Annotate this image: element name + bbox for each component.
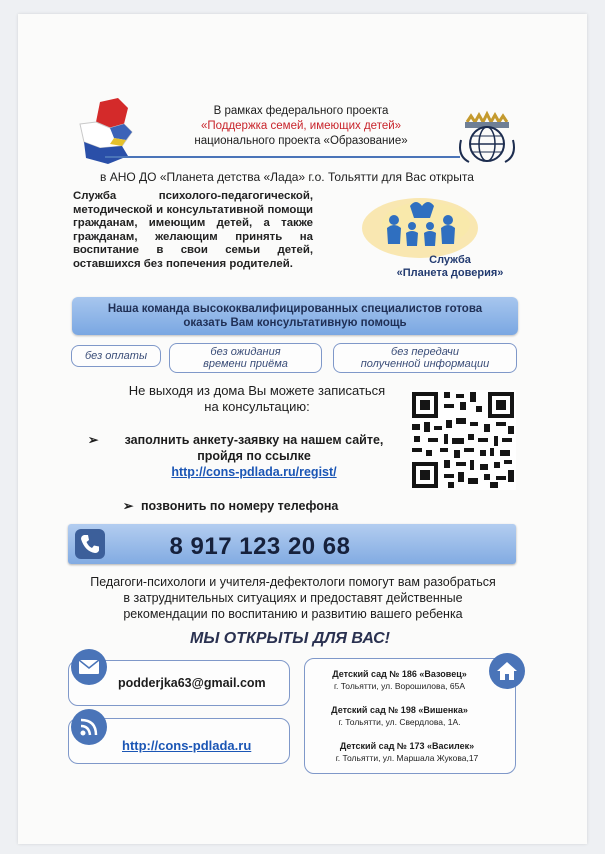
registration-link[interactable]: http://cons-pdlada.ru/regist/ [171, 465, 337, 479]
header-line-3: национального проекта «Образование» [194, 135, 408, 147]
planeta-doveriya-logo-icon [360, 196, 490, 260]
kindergarten-item [312, 668, 487, 692]
phone-number[interactable]: 8 917 123 20 68 [169, 533, 351, 560]
feature-confidential-line-2: полученной информации [360, 358, 490, 370]
phone-icon [74, 528, 106, 560]
description-line-1: Педагоги-психологи и учителя-дефектологи помогут вам разобраться [90, 575, 496, 589]
bullet-arrow-icon: ➢ [88, 433, 99, 447]
header-text [170, 104, 432, 149]
banner-line-2: оказать Вам консультативную помощь [183, 317, 407, 329]
remote-line-2: на консультацию: [204, 399, 310, 414]
remote-registration-text [112, 383, 402, 415]
header-project-name: «Поддержка семей, имеющих детей» [200, 120, 402, 132]
feature-no-waiting [169, 343, 322, 373]
description-line-2: в затруднительных ситуациях и предоставят действенные [123, 591, 463, 605]
feature-free-label: без оплаты [84, 350, 148, 362]
feature-no-waiting-line-1: без ожидания [210, 346, 281, 358]
website-link[interactable]: http://cons-pdlada.ru [122, 738, 252, 753]
email-address[interactable]: podderjka63@gmail.com [118, 676, 266, 690]
kindergarten-address: г. Тольятти, ул. Свердлова, 1А. [338, 717, 461, 727]
planeta-title-line-1: Служба [429, 254, 471, 266]
header-line-1: В рамках федерального проекта [213, 105, 389, 117]
kindergarten-name: Детский сад № 173 «Василек» [339, 741, 475, 751]
kindergarten-item [312, 704, 487, 728]
kindergarten-address: г. Тольятти, ул. Маршала Жукова,17 [335, 753, 479, 763]
header-divider [105, 156, 460, 158]
feature-free [71, 345, 161, 367]
kindergarten-address: г. Тольятти, ул. Ворошилова, 65А [333, 681, 466, 691]
email-icon [70, 648, 108, 686]
description-line-3: рекомендации по воспитанию и развитию вашего ребенка [123, 607, 463, 621]
option-phone-text: позвонить по номеру телефона [141, 499, 339, 513]
qr-code[interactable] [410, 390, 516, 490]
remote-line-1: Не выходя из дома Вы можете записаться [128, 383, 386, 398]
organization-line: в АНО ДО «Планета детства «Лада» г.о. Тольятти для Вас открыта [100, 170, 474, 184]
option-website-line-2: пройдя по ссылке [197, 449, 311, 463]
kindergarten-name: Детский сад № 198 «Вишенка» [331, 705, 468, 715]
team-banner [72, 297, 518, 335]
feature-no-waiting-line-2: времени приёма [203, 358, 288, 370]
banner-line-1: Наша команда высококвалифицированных специалистов готова [107, 303, 483, 315]
home-icon [488, 652, 526, 690]
specialists-description [60, 574, 526, 622]
kindergarten-item [312, 740, 502, 764]
feature-confidential [333, 343, 517, 373]
option-website-line-1: заполнить анкету-заявку на нашем сайте, [124, 433, 384, 447]
globe-emblem-icon [457, 110, 517, 168]
rss-icon [70, 708, 108, 746]
bullet-arrow-icon: ➢ [123, 499, 134, 513]
service-description: Служба психолого-педагогической, методической и консультативной помощи гражданам, имеющим детей, а также гражданам, желающим принять на воспитание в свои семьи детей, оставшихся без попечения родителей. [73, 190, 313, 270]
option-website [106, 432, 402, 480]
feature-confidential-line-1: без передачи [391, 346, 459, 358]
kindergarten-name: Детский сад № 186 «Вазовец» [332, 669, 467, 679]
planeta-title-line-2: «Планета доверия» [396, 267, 504, 279]
planeta-doveriya-title [390, 254, 510, 280]
slogan: МЫ ОТКРЫТЫ ДЛЯ ВАС! [190, 630, 390, 647]
